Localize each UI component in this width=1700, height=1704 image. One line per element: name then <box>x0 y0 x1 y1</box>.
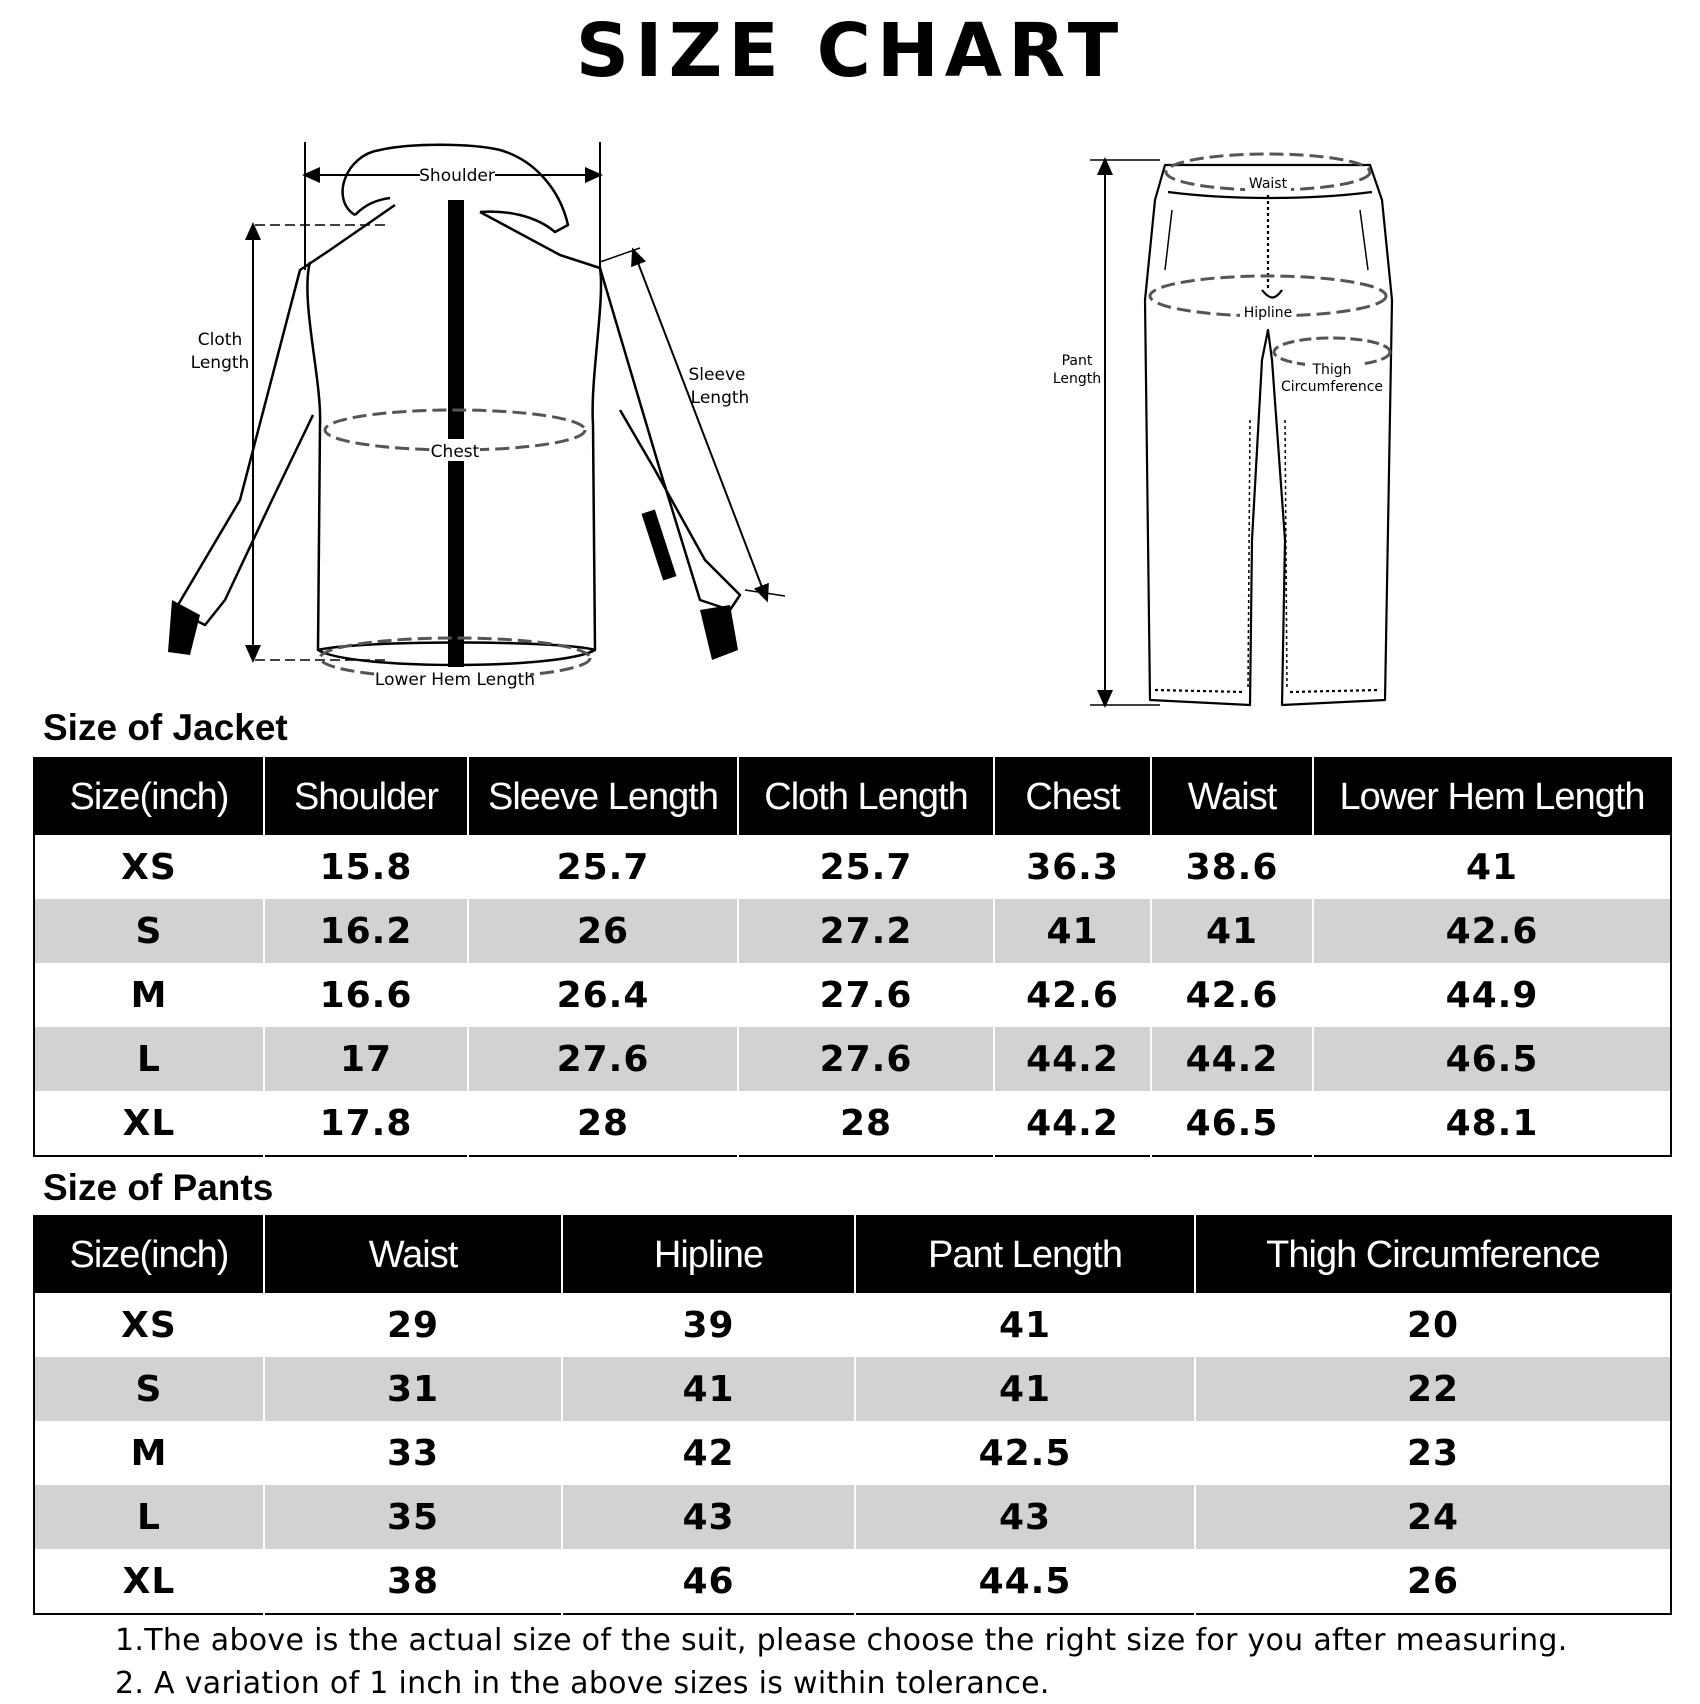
size-cell: M <box>34 1421 264 1485</box>
cloth-length-label-1: Cloth <box>197 330 243 350</box>
value-cell: 27.2 <box>738 899 994 963</box>
shoulder-label: Shoulder <box>419 166 495 186</box>
value-cell: 41 <box>855 1293 1195 1357</box>
value-cell: 27.6 <box>738 963 994 1027</box>
header-size: Size(inch) <box>34 1216 264 1293</box>
lower-hem-label: Lower Hem Length <box>374 670 536 690</box>
value-cell: 29 <box>264 1293 562 1357</box>
value-cell: 26 <box>1195 1549 1671 1614</box>
sleeve-length-label-1: Sleeve <box>688 365 746 385</box>
size-cell: XS <box>34 835 264 899</box>
value-cell: 31 <box>264 1357 562 1421</box>
value-cell: 28 <box>468 1091 738 1156</box>
value-cell: 15.8 <box>264 835 468 899</box>
value-cell: 46 <box>562 1549 855 1614</box>
value-cell: 41 <box>855 1357 1195 1421</box>
sleeve-length-label-2: Length <box>690 388 750 408</box>
thigh-label-2: Circumference <box>1280 379 1384 395</box>
value-cell: 41 <box>562 1357 855 1421</box>
value-cell: 41 <box>1151 899 1313 963</box>
header-waist: Waist <box>1151 758 1313 835</box>
value-cell: 42 <box>562 1421 855 1485</box>
value-cell: 36.3 <box>994 835 1151 899</box>
value-cell: 44.9 <box>1313 963 1671 1027</box>
value-cell: 26.4 <box>468 963 738 1027</box>
pants-section-title: Size of Pants <box>43 1167 274 1208</box>
value-cell: 44.2 <box>1151 1027 1313 1091</box>
value-cell: 42.6 <box>994 963 1151 1027</box>
hipline-label: Hipline <box>1243 305 1293 321</box>
zipper <box>448 200 464 675</box>
note-1: 1.The above is the actual size of the suit, please choose the right size for you after measuring. <box>115 1623 1568 1658</box>
header-lower-hem-length: Lower Hem Length <box>1313 758 1671 835</box>
pants-diagram <box>1040 140 1420 720</box>
thigh-label-1: Thigh <box>1312 362 1352 378</box>
size-cell: S <box>34 899 264 963</box>
size-cell: XL <box>34 1091 264 1156</box>
value-cell: 35 <box>264 1485 562 1549</box>
value-cell: 38.6 <box>1151 835 1313 899</box>
page-title: SIZE CHART <box>575 8 1125 94</box>
table-row <box>34 1485 1671 1549</box>
size-cell: XL <box>34 1549 264 1614</box>
value-cell: 42.6 <box>1151 963 1313 1027</box>
value-cell: 44.2 <box>994 1091 1151 1156</box>
size-cell: XS <box>34 1293 264 1357</box>
value-cell: 44.5 <box>855 1549 1195 1614</box>
jacket-section-title: Size of Jacket <box>43 707 288 748</box>
left-cuff <box>168 600 200 655</box>
value-cell: 42.5 <box>855 1421 1195 1485</box>
size-cell: L <box>34 1027 264 1091</box>
jacket-header-row <box>34 758 1671 835</box>
table-row <box>34 835 1671 899</box>
value-cell: 28 <box>738 1091 994 1156</box>
header-chest: Chest <box>994 758 1151 835</box>
value-cell: 16.6 <box>264 963 468 1027</box>
value-cell: 26 <box>468 899 738 963</box>
header-cloth-length: Cloth Length <box>738 758 994 835</box>
table-row <box>34 1293 1671 1357</box>
header-waist: Waist <box>264 1216 562 1293</box>
value-cell: 44.2 <box>994 1027 1151 1091</box>
size-cell: M <box>34 963 264 1027</box>
sleeve-pocket <box>642 510 677 581</box>
pants-outline <box>1145 165 1392 705</box>
value-cell: 27.6 <box>468 1027 738 1091</box>
value-cell: 43 <box>855 1485 1195 1549</box>
pant-length-label-2: Length <box>1052 371 1102 387</box>
value-cell: 48.1 <box>1313 1091 1671 1156</box>
value-cell: 42.6 <box>1313 899 1671 963</box>
value-cell: 41 <box>994 899 1151 963</box>
value-cell: 43 <box>562 1485 855 1549</box>
value-cell: 20 <box>1195 1293 1671 1357</box>
pant-length-label-1: Pant <box>1061 353 1093 369</box>
value-cell: 38 <box>264 1549 562 1614</box>
value-cell: 41 <box>1313 835 1671 899</box>
jacket-diagram <box>140 120 800 710</box>
value-cell: 25.7 <box>738 835 994 899</box>
size-cell: S <box>34 1357 264 1421</box>
value-cell: 17.8 <box>264 1091 468 1156</box>
jacket-size-table <box>33 757 1672 1157</box>
value-cell: 25.7 <box>468 835 738 899</box>
table-row <box>34 963 1671 1027</box>
value-cell: 39 <box>562 1293 855 1357</box>
value-cell: 16.2 <box>264 899 468 963</box>
pants-header-row <box>34 1216 1671 1293</box>
value-cell: 46.5 <box>1313 1027 1671 1091</box>
waist-label: Waist <box>1248 176 1288 192</box>
value-cell: 23 <box>1195 1421 1671 1485</box>
header-sleeve-length: Sleeve Length <box>468 758 738 835</box>
header-hipline: Hipline <box>562 1216 855 1293</box>
value-cell: 22 <box>1195 1357 1671 1421</box>
value-cell: 27.6 <box>738 1027 994 1091</box>
table-row <box>34 1549 1671 1614</box>
right-cuff <box>700 605 738 660</box>
chest-label: Chest <box>430 442 480 462</box>
header-thigh-circumference: Thigh Circumference <box>1195 1216 1671 1293</box>
cloth-length-label-2: Length <box>190 353 250 373</box>
value-cell: 17 <box>264 1027 468 1091</box>
table-row <box>34 1091 1671 1156</box>
pants-size-table <box>33 1215 1672 1615</box>
table-row <box>34 899 1671 963</box>
header-pant-length: Pant Length <box>855 1216 1195 1293</box>
size-cell: L <box>34 1485 264 1549</box>
table-row <box>34 1027 1671 1091</box>
value-cell: 46.5 <box>1151 1091 1313 1156</box>
table-row <box>34 1421 1671 1485</box>
value-cell: 33 <box>264 1421 562 1485</box>
table-row <box>34 1357 1671 1421</box>
value-cell: 24 <box>1195 1485 1671 1549</box>
note-2: 2. A variation of 1 inch in the above sizes is within tolerance. <box>115 1666 1050 1701</box>
header-shoulder: Shoulder <box>264 758 468 835</box>
header-size: Size(inch) <box>34 758 264 835</box>
